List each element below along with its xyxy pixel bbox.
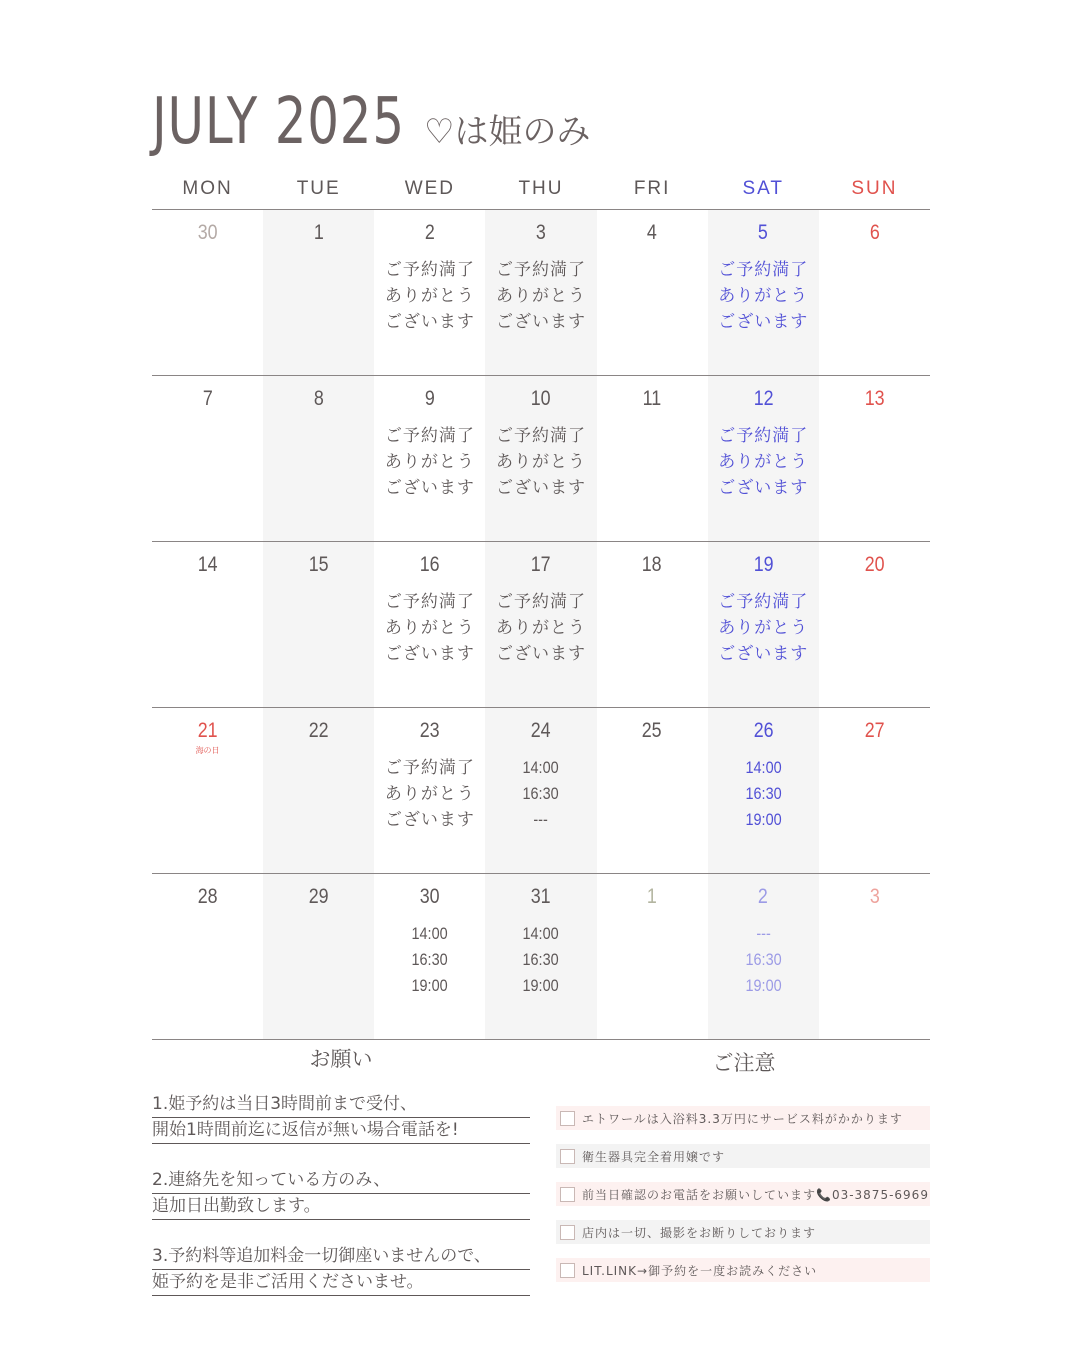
request-item [152, 1092, 530, 1144]
day-cell[interactable] [374, 542, 485, 707]
booking-status [485, 589, 596, 667]
checkbox-icon[interactable] [560, 1149, 575, 1164]
day-cell[interactable] [263, 542, 374, 707]
day-number: 30 [419, 885, 440, 908]
caution-text: 衛生器具完全着用嬢です [582, 1149, 726, 1164]
status-line: ございます [495, 478, 586, 498]
day-cell[interactable] [597, 542, 708, 707]
day-number: 4 [647, 221, 658, 244]
request-line: 開始1時間前迄に返信が無い場合電話を! [152, 1118, 530, 1144]
status-line: ご予約満了 [718, 592, 809, 612]
weekday-header [152, 172, 930, 210]
status-line: ご予約満了 [495, 592, 586, 612]
day-cell[interactable] [485, 542, 596, 707]
status-line: ございます [495, 644, 586, 664]
day-number: 9 [424, 387, 435, 410]
day-cell[interactable] [152, 376, 263, 541]
day-cell[interactable] [374, 210, 485, 375]
week-row [152, 210, 930, 376]
day-number: 1 [647, 885, 658, 908]
caution-text: エトワールは入浴料3.3万円にサービス料がかかります [582, 1111, 903, 1126]
time-slot: 14:00 [745, 758, 782, 777]
booking-status [485, 423, 596, 501]
time-slots [485, 921, 596, 999]
day-cell[interactable] [819, 542, 930, 707]
calendar-grid [152, 172, 930, 1040]
time-slot: 16:30 [411, 950, 448, 969]
status-line: ございます [384, 644, 475, 664]
request-line: 2.連絡先を知っている方のみ、 [152, 1168, 530, 1194]
status-line: ご予約満了 [384, 592, 475, 612]
status-line: ございます [495, 312, 586, 332]
time-slot: 16:30 [522, 950, 560, 969]
status-line: ご予約満了 [495, 426, 586, 446]
caution-item [556, 1220, 930, 1244]
day-cell[interactable] [485, 708, 596, 873]
booking-status [485, 257, 596, 335]
status-line: ご予約満了 [718, 260, 809, 280]
day-cell[interactable] [708, 708, 819, 873]
time-slots [708, 921, 819, 999]
weekday-sun: SUN [851, 178, 898, 199]
day-cell[interactable] [263, 210, 374, 375]
weekday-sat: SAT [742, 178, 785, 199]
day-cell[interactable] [708, 874, 819, 1039]
time-slot: 14:00 [522, 758, 560, 777]
request-line: 1.姫予約は当日3時間前まで受付、 [152, 1092, 530, 1118]
day-number: 18 [642, 553, 663, 576]
day-number: 2 [424, 221, 435, 244]
checkbox-icon[interactable] [560, 1225, 575, 1240]
day-cell[interactable] [263, 874, 374, 1039]
time-slot: 19:00 [745, 976, 782, 995]
time-slot: 14:00 [522, 924, 560, 943]
caution-text: 前当日確認のお電話をお願いしています📞03-3875-6969 [582, 1187, 929, 1202]
status-line: ありがとう [718, 618, 809, 638]
day-number: 29 [308, 885, 329, 908]
requests-list [152, 1092, 530, 1296]
day-number: 8 [313, 387, 324, 410]
day-cell[interactable] [263, 376, 374, 541]
day-number: 25 [642, 719, 663, 742]
day-cell[interactable] [597, 210, 708, 375]
time-slots [485, 755, 596, 833]
checkbox-icon[interactable] [560, 1263, 575, 1278]
day-cell[interactable] [597, 376, 708, 541]
day-cell[interactable] [819, 376, 930, 541]
weekday-mon: MON [182, 178, 233, 199]
caution-text: 店内は一切、撮影をお断りしております [582, 1225, 817, 1240]
time-slots [708, 755, 819, 833]
day-cell[interactable] [485, 210, 596, 375]
caution-item [556, 1106, 930, 1130]
day-number: 12 [753, 387, 774, 410]
caution-item [556, 1182, 930, 1206]
time-slot: 19:00 [745, 810, 782, 829]
status-line: ありがとう [718, 452, 809, 472]
day-number: 7 [202, 387, 213, 410]
day-number: 16 [419, 553, 440, 576]
caution-item [556, 1258, 930, 1282]
booking-status [374, 755, 485, 833]
day-number: 3 [869, 885, 880, 908]
day-cell[interactable] [708, 376, 819, 541]
day-number: 22 [308, 719, 329, 742]
day-number: 17 [531, 553, 551, 576]
day-number: 23 [419, 719, 440, 742]
week-row [152, 542, 930, 708]
status-line: ありがとう [384, 452, 475, 472]
week-row [152, 708, 930, 874]
day-cell[interactable] [819, 708, 930, 873]
status-line: ありがとう [384, 784, 475, 804]
day-cell[interactable] [263, 708, 374, 873]
day-cell[interactable] [152, 210, 263, 375]
day-number: 6 [869, 221, 880, 244]
day-cell[interactable] [374, 376, 485, 541]
request-item [152, 1244, 530, 1296]
month-title: JULY 2025 [152, 85, 405, 159]
status-line: ございます [718, 312, 809, 332]
cautions-section [556, 1048, 930, 1296]
time-slot: 19:00 [411, 976, 448, 995]
request-line: 3.予約料等追加料金一切御座いませんので、 [152, 1244, 530, 1270]
booking-status [708, 257, 819, 335]
day-cell[interactable] [597, 708, 708, 873]
booking-status [374, 423, 485, 501]
day-number: 14 [197, 553, 218, 576]
request-line: 姫予約を是非ご活用くださいませ。 [152, 1270, 530, 1296]
day-number: 13 [864, 387, 885, 410]
day-number: 3 [536, 221, 546, 244]
cautions-heading: ご注意 [712, 1051, 776, 1075]
day-cell[interactable] [152, 874, 263, 1039]
subtitle: ♡は姫のみ [424, 112, 591, 152]
time-slot: 14:00 [411, 924, 448, 943]
day-number: 26 [753, 719, 774, 742]
day-number: 27 [864, 719, 885, 742]
status-line: ありがとう [495, 286, 586, 306]
holiday-label: 海の日 [195, 746, 220, 755]
day-number: 1 [313, 221, 324, 244]
requests-section [152, 1044, 530, 1296]
week-row [152, 376, 930, 542]
day-number: 2 [758, 885, 769, 908]
day-number: 15 [308, 553, 329, 576]
status-line: ございます [718, 478, 809, 498]
status-line: ありがとう [384, 286, 475, 306]
calendar-weeks [152, 210, 930, 1040]
booking-status [374, 589, 485, 667]
time-slot: 16:30 [745, 950, 782, 969]
status-line: ございます [718, 644, 809, 664]
caution-item [556, 1144, 930, 1168]
status-line: ご予約満了 [384, 260, 475, 280]
time-slot: 16:30 [522, 784, 560, 803]
day-number: 19 [753, 553, 774, 576]
time-slot: --- [533, 810, 549, 829]
weekday-wed: WED [404, 178, 456, 199]
day-cell[interactable] [819, 210, 930, 375]
day-cell[interactable] [819, 874, 930, 1039]
status-line: ありがとう [495, 618, 586, 638]
booking-status [374, 257, 485, 335]
day-cell[interactable] [374, 874, 485, 1039]
status-line: ございます [384, 810, 475, 830]
request-item [152, 1168, 530, 1220]
day-cell[interactable] [708, 210, 819, 375]
day-cell[interactable] [152, 542, 263, 707]
status-line: ありがとう [384, 618, 475, 638]
request-line: 追加日出勤致します。 [152, 1194, 530, 1220]
status-line: ご予約満了 [718, 426, 809, 446]
status-line: ございます [384, 478, 475, 498]
booking-status [708, 589, 819, 667]
day-number: 10 [531, 387, 551, 410]
checkbox-icon[interactable] [560, 1187, 575, 1202]
day-cell[interactable] [485, 874, 596, 1039]
status-line: ありがとう [495, 452, 586, 472]
time-slot: --- [756, 924, 771, 943]
weekday-tue: TUE [296, 178, 341, 199]
weekday-fri: FRI [633, 178, 671, 199]
cautions-list [556, 1106, 930, 1282]
day-number: 20 [864, 553, 885, 576]
day-cell[interactable] [708, 542, 819, 707]
status-line: ございます [384, 312, 475, 332]
time-slot: 19:00 [522, 976, 560, 995]
status-line: ご予約満了 [384, 758, 475, 778]
time-slots [374, 921, 485, 999]
weekday-thu: THU [518, 178, 564, 199]
day-number: 31 [531, 885, 551, 908]
requests-heading: お願い [309, 1047, 373, 1071]
checkbox-icon[interactable] [560, 1111, 575, 1126]
day-number: 28 [197, 885, 218, 908]
day-number: 5 [758, 221, 769, 244]
week-row [152, 874, 930, 1040]
booking-status [708, 423, 819, 501]
status-line: ありがとう [718, 286, 809, 306]
status-line: ご予約満了 [495, 260, 586, 280]
day-number: 30 [197, 221, 218, 244]
day-number: 11 [642, 387, 662, 410]
day-cell[interactable] [374, 708, 485, 873]
day-cell[interactable] [485, 376, 596, 541]
status-line: ご予約満了 [384, 426, 475, 446]
day-number: 21 [197, 719, 218, 742]
day-cell[interactable] [152, 708, 263, 873]
time-slot: 16:30 [745, 784, 782, 803]
caution-text: LIT.LINK→御予約を一度お読みください [582, 1263, 818, 1278]
day-number: 24 [531, 719, 551, 742]
day-cell[interactable] [597, 874, 708, 1039]
